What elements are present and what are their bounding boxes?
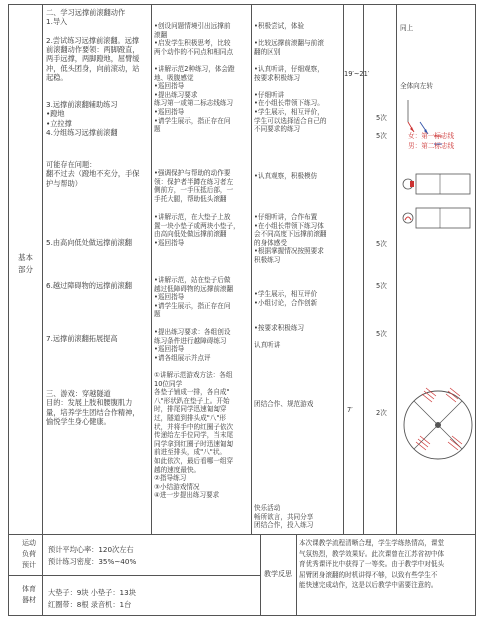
student-block-2: •认真观察，积极模仿 [254, 172, 318, 180]
legend-prefix-2: 男： [408, 142, 422, 150]
row-sep-equip [8, 575, 260, 576]
content-block-4: 5.由高向低处做远撑前滚翻 [46, 238, 132, 247]
content-block-5: 6.越过障碍物的远撑前滚翻 [46, 281, 132, 290]
reflect-text: 本次课教学流程清晰合理，学生学练热情高，课堂 气氛热烈，教学效果好。此次课曾在江苏省初中体 育优秀课评比中获得了一等奖。由于教学中对低头 屈臂团身滚翻的时机讲得不够，以致有些学生不 能快速完成动作，这是以后教学中需要注意的。 [299, 539, 445, 589]
reps-value-3: 5次 [376, 240, 387, 248]
teacher-block-3: •讲解示范，在大垫子上放 置一块小垫子或两块小垫子， 由高向低处做远撑前滚翻 •巡回指导 [154, 213, 240, 247]
legend-text-1: 第一标志线 [421, 132, 455, 140]
load-text: 预计平均心率：120次左右 预计练习密度：35%~40% [48, 545, 137, 566]
content-block-1: 二、学习远撑前滚翻动作 1.导入 2.尝试练习远撑前滚翻。远撑 前滚翻动作要领：两脚蹬直， 两手远撑，两脚蹬地，屈臂缓 冲，低头团身，向前滚动，站 起稳。 [46, 8, 140, 83]
equip-text: 大垫子：9块 小垫子：13块 红圈带：8根 录音机：1台 [48, 588, 136, 609]
col-sep-content [151, 4, 152, 534]
col-sep-time [363, 4, 364, 534]
student-block-1: •积极尝试，体验 •比较远撑前滚翻与前滚 翻的区别 •认真听讲，仔细观察， 按要求积极练习 •仔细听讲 •在小组长带领下练习。 •学生展示，相互评价， 学生可以选择适合自己的 不同要求的练习 [254, 22, 327, 134]
content-block-6: 7.远撑前滚翻拓展提高 [46, 334, 118, 343]
legend-line-2 [408, 142, 454, 151]
col-sep-reps [396, 4, 397, 534]
load-label: 运动 负荷 预计 [22, 539, 36, 569]
col-sep-reflect-text [296, 534, 297, 616]
content-block-7: 三、游戏：穿越隧道 目的：发展上肢和腰腹肌力 量，培养学生团结合作精神， 愉悦学生身心健康。 [46, 389, 140, 426]
student-block-6: 团结合作、规范游戏 [254, 400, 314, 408]
legend-line-1 [408, 132, 454, 141]
reps-value-6: 2次 [376, 409, 387, 417]
student-block-7: 快乐活动 畅所欲言，共同分享 团结合作，投入练习 [254, 504, 314, 530]
reps-value-4: 5次 [376, 282, 387, 290]
section-label: 基本 部分 [18, 253, 33, 274]
content-block-3: 可能存在问题： 翻不过去（蹬地不充分，手保 护与帮助） [46, 160, 140, 188]
reps-value-1: 5次 [376, 114, 387, 122]
teacher-block-2: •强调保护与帮助的动作要 领：保护者半蹲在练习者左 侧前方，一手压抵后部，一 手托大腿，帮助低头滚翻 [154, 169, 234, 203]
row-sep-load [8, 534, 476, 535]
reflect-label: 教学反思 [264, 570, 292, 578]
legend-text-2: 第二标志线 [421, 142, 455, 150]
student-block-4: •学生展示，相互评价 •小组讨论，合作创新 [254, 290, 318, 307]
lesson-plan-table [8, 4, 476, 616]
col-sep-teacher [251, 4, 252, 534]
teacher-block-1: •创设问题情境引出远撑前 滚翻 •启发学生积极思考，比较 两个动作的不同点和相同点 •讲解示范2种练习，体会蹬 地、吸腹感觉 •巡回指导 •提出练习要求 练习第一或第二标志线练习 •巡回指导 •请学生展示，指正存在问 题 [154, 22, 235, 134]
mat-diagram-icon [400, 172, 474, 230]
teacher-block-4: •讲解示范，站在垫子后做 越过低障碍物的远撑前滚翻 •巡回指导 •请学生展示，指正存在问 题 [154, 276, 234, 319]
table-border-left [8, 4, 9, 616]
reps-value-5: 5次 [376, 330, 387, 338]
table-border-top [8, 4, 476, 5]
org-label-same: 同上 [400, 24, 414, 32]
table-border-right [475, 4, 476, 616]
student-block-3: •仔细听讲，合作布置 •在小组长带领下练习体 会不同高度下远撑前滚翻 的身体感受 •根据掌握情况按照要求 积极练习 [254, 213, 327, 264]
legend-prefix-1: 女： [408, 132, 422, 140]
equip-label: 体育 器材 [22, 585, 36, 604]
col-sep-section [42, 4, 43, 616]
content-block-2: 3.远撑前滚翻辅助练习 •蹬地 •立拉撑 4.分组练习远撑前滚翻 [46, 100, 118, 137]
game-circle-diagram-icon [402, 380, 474, 470]
student-block-5: •按要求积极练习 认真听讲 [254, 324, 305, 350]
teacher-block-5: •提出练习要求：各组创设 练习条件进行越障碍练习 •巡回指导 •请各组展示并点评 [154, 328, 231, 362]
time-value-1: 19′~21′ [344, 70, 370, 78]
time-value-2: 7′ [347, 406, 353, 414]
col-sep-reflect-label [260, 534, 261, 616]
reps-value-2: 5次 [376, 132, 387, 140]
org-label-turn-left: 全体向左转 [400, 82, 433, 90]
teacher-block-6: ①讲解示范游戏方法：各组 10位同学 各垫子铺成一排，各自成" 八"形状趴在垫子上。开始 时，排尾同学迅速匍匐穿 过，隧道到排头成"八"形 状，并将手中的红圈子依次 传递给左手位同学，当末尾 同学拿到红圈子时迅速匍匐 前进至排头，成"八"状。 如此依次，最后看哪一组穿 越的速度最快。 ②指导练习 ③小结游戏情况 ④进一步提出练习要求 [154, 371, 234, 500]
table-border-bottom [8, 615, 476, 616]
